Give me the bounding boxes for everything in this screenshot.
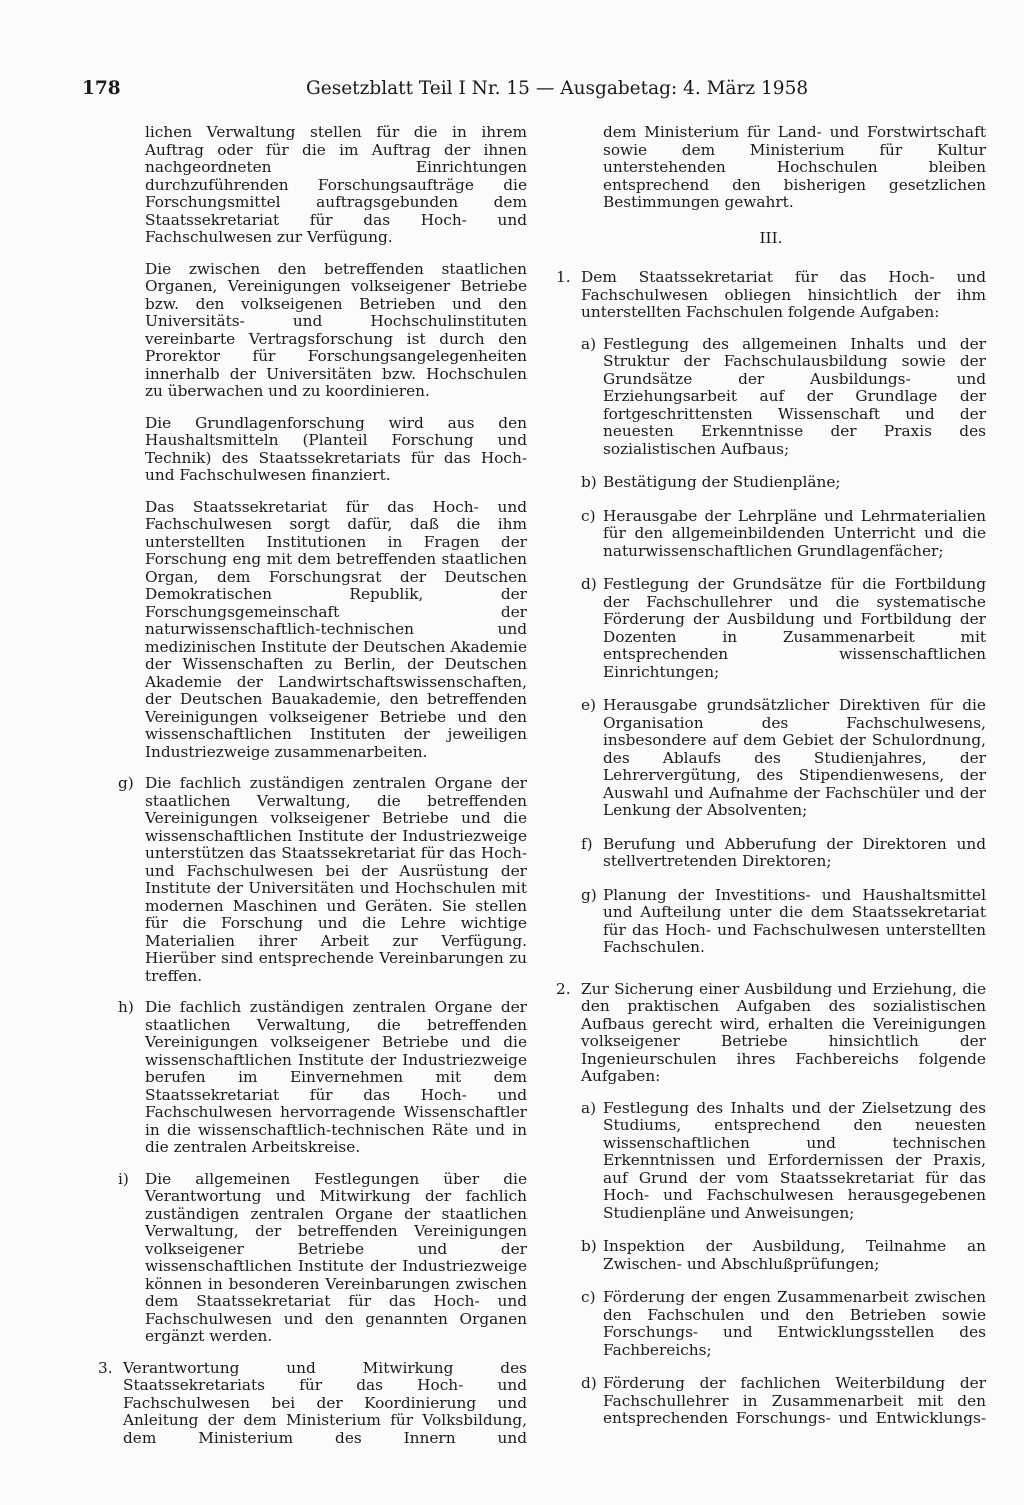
list-item-i (98, 1171, 527, 1346)
paragraph: Die zwischen den betreffenden staatlichen Organen, Vereinigungen volkseigener Betriebe bzw. den volkseigenen Betrieben und den Universitäts- und Hochschulinstituten vereinbarte Vertragsforschung ist durch den Prorektor für Forschungsangelegenheiten innerhalb der Universitäten bzw. Hochschulen zu überwachen und zu koordinieren. (145, 259, 527, 400)
list-item-c (556, 1289, 986, 1359)
item-label: e) (581, 696, 597, 714)
section-number: 1. (556, 268, 571, 286)
paragraph: Das Staatssekretariat für das Hoch- und Fachschulwesen sorgt dafür, daß die ihm unterstellten Institutionen in Fragen der Forschung eng mit dem betreffenden staatlichen Organ, dem Forschungsrat der Deutschen Demokratischen Republik, der Forschungsgemeinschaft der naturwissenschaftlich-technischen und medizinischen Institute der Deutschen Akademie der Wissenschaften zu Berlin, der Deutschen Akademie der Landwirtschaftswissenschaften, der Deutschen Bauakademie, den betreffenden Vereinigungen volkseigener Betriebe und den wissenschaftlichen Instituten der jeweiligen Industriezweige zusammenarbeiten. (145, 497, 527, 761)
item-label: c) (581, 1288, 596, 1306)
list-item-a (556, 336, 986, 459)
list-item-e (556, 697, 986, 820)
list-item-c (556, 508, 986, 561)
item-text: Inspektion der Ausbildung, Teilnahme an Zwischen- und Abschlußprüfungen; (603, 1237, 986, 1273)
item-text: Bestätigung der Studienpläne; (603, 473, 841, 491)
left-column (98, 124, 527, 1461)
item-text: Herausgabe der Lehrpläne und Lehrmaterialien für den allgemeinbildenden Unterricht und die naturwissenschaftlichen Grundlagenfächer; (603, 506, 986, 560)
subitems-1 (556, 336, 986, 957)
paragraph: dem Ministerium für Land- und Forstwirtschaft sowie dem Ministerium für Kultur unterstehenden Hochschulen bleiben entsprechend den bisherigen gesetzlichen Bestimmungen gewahrt. (603, 123, 986, 211)
item-label: c) (581, 506, 596, 525)
item-label: d) (581, 575, 597, 593)
section-number: 3. (98, 1358, 113, 1377)
item-text: Förderung der engen Zusammenarbeit zwischen den Fachschulen und den Betrieben sowie Forschungs- und Entwicklungsstellen des Fachbereichs; (603, 1288, 986, 1359)
list-item-g (556, 887, 986, 957)
page-number: 178 (82, 78, 121, 99)
numbered-section-1 (556, 269, 986, 322)
subitems-2 (556, 1100, 986, 1428)
item-label: g) (581, 885, 597, 904)
section-text: Zur Sicherung einer Ausbildung und Erziehung, die den praktischen Aufgaben des sozialistischen Aufbaus gerecht wird, erhalten die Vereinigungen volkseigener Betriebe hinsichtlich der Ingenieurschulen ihres Fachbereichs folgende Aufgaben: (581, 979, 986, 1085)
item-label: f) (581, 834, 593, 853)
item-text: Förderung der fachlichen Weiterbildung der Fachschullehrer in Zusammenarbeit mit den entsprechenden Forschungs- und Entwicklungs- (603, 1374, 986, 1427)
item-label: i) (118, 1169, 129, 1188)
item-label: a) (581, 334, 597, 353)
list-item-f (556, 836, 986, 871)
item-label: b) (581, 473, 597, 491)
paragraph: lichen Verwaltung stellen für die in ihrem Auftrag oder für die im Auftrag der ihnen nachgeordneten Einrichtungen durchzuführenden Forschungsaufträge die Forschungsmittel auftragsgebunden dem Staatssekretariat für das Hoch- und Fachschulwesen zur Verfügung. (145, 123, 527, 246)
item-text: Herausgabe grundsätzlicher Direktiven für die Organisation des Fachschulwesens, insbesondere auf dem Gebiet der Schulordnung, des Ablaufs des Studienjahres, der Lehrervergütung, des Stipendienwesens, der Auswahl und Aufnahme der Fachschüler und der Lenkung der Absolventen; (603, 696, 986, 819)
item-text: Planung der Investitions- und Haushaltsmittel und Aufteilung unter die dem Staatssekretariat für das Hoch- und Fachschulwesen unterstellten Fachschulen. (603, 885, 986, 956)
right-column (556, 124, 986, 1444)
section-text: Verantwortung und Mitwirkung des Staatssekretariats für das Hoch- und Fachschulwesen bei der Koordinierung und Anleitung der dem Ministerium für Volksbildung, dem Ministerium des Innern und (123, 1358, 527, 1447)
list-item-g (98, 775, 527, 985)
item-text: Die allgemeinen Festlegungen über die Verantwortung und Mitwirkung der fachlich zuständigen zentralen Organe der staatlichen Verwaltung, der betreffenden Vereinigungen volkseigener Betriebe und der wissenschaftlichen Institute der Industriezweige können in besonderen Vereinbarungen zwischen dem Staatssekretariat für das Hoch- und Fachschulwesen und den genannten Organen ergänzt werden. (145, 1169, 527, 1345)
item-label: d) (581, 1374, 597, 1392)
list-item-d (556, 1375, 986, 1428)
item-text: Die fachlich zuständigen zentralen Organe der staatlichen Verwaltung, die betreffenden Vereinigungen volkseigener Betriebe und die wissenschaftlichen Institute der Industriezweige berufen im Einvernehmen mit dem Staatssekretariat für das Hoch- und Fachschulwesen hervorragende Wissenschaftler in die wissenschaftlich-technischen Räte und in die zentralen Arbeitskreise. (145, 998, 527, 1156)
section-text: Dem Staatssekretariat für das Hoch- und Fachschulwesen obliegen hinsichtlich der ihm unterstellten Fachschulen folgende Aufgaben: (581, 268, 986, 321)
gazette-title: Gesetzblatt Teil I Nr. 15 — Ausgabetag: 4. März 1958 (306, 78, 809, 99)
numbered-section-3 (98, 1360, 527, 1448)
item-label: g) (118, 774, 134, 792)
section-heading: III. (759, 228, 783, 247)
item-label: a) (581, 1098, 597, 1117)
item-text: Die fachlich zuständigen zentralen Organe der staatlichen Verwaltung, die betreffenden Vereinigungen volkseigener Betriebe und die wissenschaftlichen Institute der Industriezweige unterstützen das Staatssekretariat für das Hoch- und Fachschulwesen bei der Ausrüstung der Institute der Universitäten und Hochschulen mit modernen Maschinen und Geräten. Sie stellen für die Forschung und die Lehre wichtige Materialien ihrer Arbeit zur Verfügung. Hierüber sind entsprechende Vereinbarungen zu treffen. (145, 774, 527, 985)
section-number: 2. (556, 979, 571, 998)
page-header (82, 78, 809, 108)
item-text: Festlegung der Grundsätze für die Fortbildung der Fachschullehrer und die systematische Förderung der Ausbildung und Fortbildung der Dozenten in Zusammenarbeit mit entsprechenden wissenschaftlichen Einrichtungen; (603, 575, 986, 681)
list-item-a (556, 1100, 986, 1223)
item-text: Festlegung des allgemeinen Inhalts und der Struktur der Fachschulausbildung sowie der Grundsätze der Ausbildungs- und Erziehungsarbeit auf der Grundlage der fortgeschrittensten Wissenschaft und der neuesten Erkenntnisse der Praxis des sozialistischen Aufbaus; (603, 334, 986, 458)
list-item-b (556, 1238, 986, 1273)
paragraph: Die Grundlagenforschung wird aus den Haushaltsmitteln (Planteil Forschung und Technik) des Staatssekretariats für das Hoch- und Fachschulwesen finanziert. (145, 413, 527, 484)
item-text: Festlegung des Inhalts und der Zielsetzung des Studiums, entsprechend den neuesten wissenschaftlichen und technischen Erkenntnissen und Erfordernissen der Praxis, auf Grund der vom Staatssekretariat für das Hoch- und Fachschulwesen herausgegebenen Studienpläne und Anweisungen; (603, 1098, 986, 1222)
list-item-d (556, 576, 986, 681)
numbered-section-2 (556, 981, 986, 1086)
list-item-b (556, 474, 986, 492)
list-item-h (98, 999, 527, 1157)
item-label: h) (118, 998, 134, 1016)
item-text: Berufung und Abberufung der Direktoren und stellvertretenden Direktoren; (603, 834, 986, 870)
item-label: b) (581, 1237, 597, 1255)
